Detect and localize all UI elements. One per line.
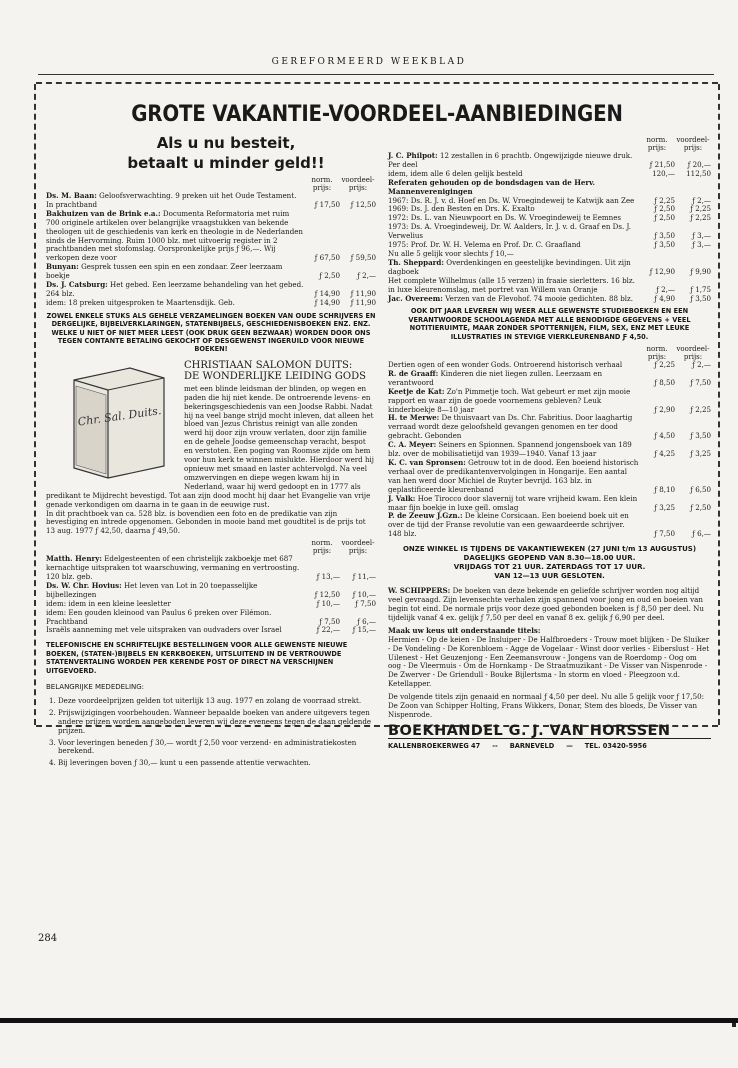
book-description: 1967: Ds. R. J. v. d. Hoef en Ds. W. Vroegindeweij te Katwijk aan Zee <box>388 195 635 205</box>
offer-price: ƒ 3,— <box>692 231 711 241</box>
offer-price: 112,50 <box>686 168 711 178</box>
book-author: Ds. W. Chr. Hovius: <box>46 580 122 590</box>
offer-price: ƒ 6,— <box>357 616 376 626</box>
book-author: Ds. J. Catsburg: <box>46 280 108 290</box>
book-item <box>388 259 711 277</box>
book-description: Dertien ogen of een wonder Gods. Ontroerend historisch verhaal <box>388 360 623 370</box>
book-description: Documenta Reformatoria met ruim 700 originele artikelen over belangrijke vraagstukken van bekende theologen uit de geschiedenis van kerk en theologie in de Nederlanden sinds de Hervorming. Ruim 1000 blz. met uitvoerig register in 2 prachtbanden met stofomslag. Oorspronkelijke prijs ƒ 96,—. Wij verkopen deze voor <box>46 208 303 263</box>
book-description: Kinderen die niet liegen zullen. Leerzaam en verantwoord <box>388 368 603 387</box>
normal-price: ƒ 7,50 <box>319 616 340 626</box>
offer-price: ƒ 20,— <box>687 159 711 169</box>
schippers-offer: W. SCHIPPERS: De boeken van deze bekende en geliefde schrijver worden nog altijd veel gevraagd. Zijn levensechte verhalen zijn spannend voor jong en oud en boeien van begin tot eind. De normale prijs voor deze goed gebonden boeken is ƒ 8,50 per deel. Nu tijdelijk vanaf 4 ex. gelijk ƒ 7,50 per deel en vanaf 8 ex. gelijk ƒ 6,90 per deel. <box>388 586 704 622</box>
subheadline-1: Als u nu besteit, <box>156 134 296 152</box>
book-description: Hoe Tirocco door slavernij tot ware vrijheid kwam. Een klein maar fijn boekje in luxe geïl. omslag <box>388 493 638 512</box>
offer-price: ƒ 2,25 <box>690 213 711 223</box>
book-author: H. te Merwe: <box>388 413 440 423</box>
normal-price: ƒ 8,50 <box>654 377 675 387</box>
normal-price: ƒ 67,50 <box>314 253 340 263</box>
book-description: Getrouw tot in de dood. Een boeiend historisch verhaal over de predikantenvervolgingen in Hongarije. Een aantal van hen werd door Michiel de Ruyter bevrijd. 163 blz. in geplastificeerde kleurenband <box>388 458 639 494</box>
notice-item: 3. Voor leveringen beneden ƒ 30,— wordt ƒ 2,50 voor verzend- en administratiekosten berekend. <box>58 739 376 757</box>
book-author: J. C. Philpot: <box>388 151 438 160</box>
offer-price: ƒ 11,90 <box>350 297 376 307</box>
book-author: K. C. van Spronsen: <box>388 458 466 467</box>
book-item <box>388 495 711 513</box>
normal-price: 120,— <box>652 168 675 178</box>
book-description: Israëls aanneming met vele uitspraken van oudvaders over Israel <box>46 625 282 635</box>
normal-price: ƒ 3,50 <box>654 231 675 241</box>
normal-price: ƒ 3,25 <box>654 502 675 512</box>
book-item <box>388 179 711 197</box>
choice-heading: Maak uw keus uit onderstaande titels: <box>388 625 541 635</box>
book-illustration <box>60 362 178 482</box>
book-author: Bakhuizen van de Brink e.a.: <box>46 208 161 218</box>
left-column <box>46 176 376 771</box>
price-header-4: norm. prijs: voordeel- prijs: <box>646 345 710 362</box>
book-description: Het complete Wilhelmus (alle 15 verzen) in fraaie sierletters. 16 blz. in luxe kleurenomslag, met portret van Willem van Oranje <box>388 275 635 294</box>
notice-item: 4. Bij leveringen boven ƒ 30,— kunt u een passende attentie verwachten. <box>58 759 376 768</box>
book-description: Geloofsverwachting. 9 preken uit het Oude Testament. In prachtband <box>46 191 297 209</box>
book-description: De thuisvaart van Ds. Chr. Fabritius. Door laaghartig verraad wordt deze geloofsheld gevangen genomen en ter dood gebracht. Gebonden <box>388 413 633 441</box>
book-item <box>46 281 376 299</box>
headline: GROTE VAKANTIE-VOORDEEL-AANBIEDINGEN <box>131 102 623 127</box>
book-description: idem: Een gouden kleinood van Paulus 6 preken over Filémon. Prachtband <box>46 607 272 626</box>
book-description: De kleine Corsicaan. Een boeiend boek uit en over de tijd der Franse revolutie van een gewaardeerde schrijver. 148 blz. <box>388 511 629 539</box>
book-item <box>388 441 711 459</box>
book-author: Th. Sheppard: <box>388 257 445 267</box>
book-description: Verzen van de Flevohof. 74 mooie gedichten. 88 blz. <box>445 293 634 303</box>
normal-price: ƒ 2,50 <box>319 271 340 281</box>
book-description: Het leven van Lot in 20 toepasselijke bijbellezingen <box>46 580 258 599</box>
book-description: Gesprek tussen een spin en een zondaar. Zeer leerzaam boekje <box>46 262 283 281</box>
book-description: Edelgesteenten of een christelijk zakboekje met 687 kernachtige uitspraken tot waarschuwing, vermaning en vertroosting. 120 blz. geb. <box>46 554 300 582</box>
duits-extra: In dit prachtboek van ca. 528 blz. is bovendien een foto en de predikatie van zijn bevestiging en intrede opgenomen. Gebonden in mooie band met goudtitel is de prijs tot 13 aug. 1977 ƒ 42,50, daarna ƒ 49,50. <box>46 508 366 536</box>
book-item <box>388 277 711 295</box>
offer-price: ƒ 11,90 <box>350 288 376 298</box>
book-item <box>46 210 376 263</box>
top-rule <box>38 74 714 75</box>
price-header: norm. prijs: voordeel- prijs: <box>311 176 375 192</box>
normal-price: ƒ 4,50 <box>654 431 675 441</box>
normal-price: ƒ 21,50 <box>649 159 675 169</box>
normal-price: ƒ 14,90 <box>314 297 340 307</box>
offer-price: ƒ 2,25 <box>690 204 711 214</box>
book-description: idem: idem in een kleine leesletter <box>46 598 171 608</box>
price-header-3: norm. prijs: voordeel- prijs: <box>646 136 710 152</box>
normal-price: ƒ 2,90 <box>654 404 675 414</box>
following-titles: De volgende titels zijn genaaid en normaal ƒ 4,50 per deel. Nu alle 5 gelijk voor ƒ 17,50: De Zoon van Schipper Holting, Frans Wikkers, Donar, Stem des bloeds, De Visser van Nispenrode. <box>388 692 704 719</box>
book-description: 1975: Prof. Dr. W. H. Velema en Prof. Dr. C. Graafland <box>388 240 581 250</box>
bottom-rule <box>0 1018 738 1023</box>
normal-price: ƒ 4,25 <box>654 449 675 459</box>
book-author: Matth. Henry: <box>46 554 102 564</box>
offer-price: ƒ 6,50 <box>690 484 711 494</box>
normal-price: ƒ 4,90 <box>654 293 675 303</box>
duits-title: CHRISTIAAN SALOMON DUITS: DE WONDERLIJKE LEIDING GODS <box>184 359 366 383</box>
right-column <box>388 136 711 751</box>
notice-heading: BELANGRIJKE MEDEDELING: <box>46 683 145 691</box>
book-item <box>46 555 376 582</box>
offer-price: ƒ 9,90 <box>690 266 711 276</box>
book-item <box>388 370 711 388</box>
book-item <box>46 263 376 281</box>
book-description: 12 zestallen in 6 prachtb. Ongewijzigde nieuwe druk. Per deel <box>388 151 633 169</box>
normal-price: ƒ 2,50 <box>654 213 675 223</box>
advertisement-box <box>36 82 718 768</box>
offer-price: ƒ 3,— <box>692 240 711 250</box>
page-number: 284 <box>38 933 58 944</box>
book-description: 1969: Ds. J. den Besten en Drs. K. Exalto <box>388 204 535 214</box>
normal-price: ƒ 14,90 <box>314 288 340 298</box>
book-author: J. Valk: <box>388 493 416 503</box>
book-author: P. de Zeeuw J.Gzn.: <box>388 511 463 521</box>
normal-price: ƒ 17,50 <box>314 199 340 209</box>
book-item <box>388 152 711 170</box>
edge-mark <box>732 1023 736 1027</box>
book-item <box>46 582 376 600</box>
book-item <box>388 388 711 415</box>
store-name: BOEKHANDEL G. J. VAN HORSSEN <box>388 722 671 739</box>
book-author: Bunyan: <box>46 262 79 272</box>
book-author: C. A. Meyer: <box>388 440 437 450</box>
book-list-2 <box>46 555 376 635</box>
offer-price: ƒ 10,— <box>352 589 376 599</box>
offer-price: ƒ 12,50 <box>350 199 376 209</box>
book-list-4 <box>388 361 711 539</box>
choice-titles: Hermien - Op de keien - De Insluiper - De Halfbroeders - Trouw moet blijken - De Sluiker - De Vondeling - De Korenbloem - Agge de Vogelaar - Winst door verlies - Eiberslust - Het Uilenest - Het Geuzenjong - Een Zeemansvrouw - Jongens van de Roerdomp - Oog om oog - De Vleermuis - Om de Hornkamp - De Straatmuzikant - De Visser van Nispenrode - De Zwerver - De Griendull - Bouke Bijlertsma - In storm en vloed - Pleegzoon v.d. Ketellapper. <box>388 634 710 689</box>
subheadline-2: betaalt u minder geld!! <box>127 154 325 172</box>
book-description: Overdenkingen en geestelijke bevindingen. Uit zijn dagboek <box>388 257 631 276</box>
book-item <box>388 459 711 495</box>
offer-price: ƒ 2,— <box>357 271 376 281</box>
masthead: GEREFORMEERD WEEKBLAD <box>271 57 467 67</box>
book-description: Seiners en Spionnen. Spannend jongensboek van 189 blz. over de mobilisatietijd van 1939—1940. Vanaf 13 jaar <box>388 440 632 459</box>
book-spine-text: Chr. Sal. Duits. <box>77 403 163 429</box>
offer-price: ƒ 2,50 <box>690 502 711 512</box>
offer-price: ƒ 11,— <box>352 572 376 582</box>
offer-price: ƒ 2,25 <box>690 404 711 414</box>
opening-hours: ONZE WINKEL IS TIJDENS DE VAKANTIEWEKEN (27 JUNI t/m 13 AUGUSTUS) DAGELIJKS GEOPEND VAN 8.30—18.00 UUR. VRIJDAGS TOT 21 UUR. ZATERDAGS TOT 17 UUR. VAN 12—13 UUR GESLOTEN. <box>402 545 697 581</box>
book-author: Jac. Overeem: <box>388 293 443 303</box>
offer-price: ƒ 2,— <box>692 360 711 370</box>
offer-price: ƒ 2,— <box>692 195 711 205</box>
normal-price: ƒ 12,50 <box>314 589 340 599</box>
offer-price: ƒ 1,75 <box>690 284 711 294</box>
book-list-3 <box>388 152 711 303</box>
book-item <box>46 626 376 635</box>
normal-price: ƒ 2,25 <box>654 195 675 205</box>
normal-price: ƒ 8,10 <box>654 484 675 494</box>
book-description: 1972: Ds. L. van Nieuwpoort en Ds. W. Vroegindeweij te Eemnes <box>388 213 622 223</box>
offer-price: ƒ 59,50 <box>350 253 376 263</box>
book-author: R. de Graaff: <box>388 368 439 378</box>
book-list <box>46 192 376 308</box>
normal-price: ƒ 2,50 <box>654 204 675 214</box>
book-item <box>46 192 376 210</box>
book-author: Referaten gehouden op de bondsdagen van de Herv. Mannenverenigingen <box>388 177 596 196</box>
book-author: Ds. M. Baan: <box>46 191 97 200</box>
duits-feature <box>46 360 376 536</box>
book-author: Keetje de Kat: <box>388 386 445 396</box>
notice-list <box>58 697 376 768</box>
telephone-notice: TELEFONISCHE EN SCHRIFTELIJKE BESTELLINGEN VOOR ALLE GEWENSTE NIEUWE BOEKEN, (STATEN-)BIJBELS EN KERKBOEKEN, UITSLUITEND IN DE VERTROUWDE STATENVERTALING WORDEN PER KERENDE POST OF DIRECT NA VERSCHIJNEN UITGEVOERD. <box>46 641 348 675</box>
notice-item: 1. Deze voordeelprijzen gelden tot uiterlijk 13 aug. 1977 en zolang de voorraad strekt. <box>58 697 376 706</box>
book-item <box>388 223 711 241</box>
school-notice: OOK DIT JAAR LEVEREN WIJ WEER ALLE GEWENSTE STUDIEBOEKEN EN EEN VERANTWOORDE SCHOOLAGENDA MET ALLE BENODIGDE GEGEVENS + VEEL NOTITIERUIMTE, MAAR ZONDER SPOTTERNIJEN, FILM, SEX, ENZ MET LEUKE ILLUSTRATIES IN STEVIGE VIERKLEURENBAND Ƒ 4,50. <box>408 307 691 341</box>
normal-price: ƒ 3,50 <box>654 240 675 250</box>
book-description: Het gebed. Een leerzame behandeling van het gebed. 264 blz. <box>46 280 304 298</box>
book-item <box>46 609 376 627</box>
book-item <box>388 295 711 304</box>
book-item <box>388 414 711 441</box>
offer-price: ƒ 3,50 <box>690 293 711 303</box>
normal-price: ƒ 2,25 <box>654 360 675 370</box>
duits-body: met een blinde leidsman der blinden, op wegen en paden die hij niet kende. De ontroerende levens- en bekeringsgeschiedenis van een Joodse Rabbi. Nadat hij na veel bange strijd mocht inleven, dat alleen het bloed van Jezus Christus reinigt van alle zonden werd hij door zijn vrouw verlaten, door zijn familie en de gehele Joodse gemeenschap veracht, bespot en verstoten. Een poging van Roomse zijde om hem voor hun kerk te winnen mislukte. Hierdoor werd hij opnieuw met smaad en laster achtervolgd. Na veel omzwervingen en diepe wegen kwam hij in Nederland, waar hij werd gedoopt en in 1777 als predikant te Mijdrecht bevestigd. Tot aan zijn dood mocht hij daar het Evangelie van vrije genade verkondigen om daarna in te gaan in de eeuwige rust. <box>46 383 374 509</box>
offer-price: ƒ 7,50 <box>690 377 711 387</box>
offer-price: ƒ 7,50 <box>355 598 376 608</box>
book-description: idem, idem alle 6 delen gelijk besteld <box>388 168 523 178</box>
offer-price: ƒ 3,50 <box>690 431 711 441</box>
normal-price: ƒ 10,— <box>316 598 340 608</box>
normal-price: ƒ 2,— <box>656 284 675 294</box>
store-address: KALLENBROEKERWEG 47 -- BARNEVELD — TEL. 03420-5956 <box>388 738 711 751</box>
normal-price: ƒ 7,50 <box>654 529 675 539</box>
buy-books-notice: ZOWEL ENKELE STUKS ALS GEHELE VERZAMELINGEN BOEKEN VAN OUDE SCHRIJVERS EN DERGELIJKE, BIJBELVERKLARINGEN, STATENBIJBELS, GESCHIEDENISBOEKEN ENZ. ENZ. WELKE U NIET OF NIET MEER LEEST (OOK DRUK GEEN BEZWAAR) WORDEN DOOR ONS TEGEN CONTANTE BETALING GEKOCHT OF DESGEWENST INGERUILD VOOR NIEUWE BOEKEN! <box>46 311 376 354</box>
book-description: Nu alle 5 gelijk voor slechts ƒ 10,— <box>388 248 514 258</box>
offer-price: ƒ 6,— <box>692 529 711 539</box>
offer-price: ƒ 3,25 <box>690 449 711 459</box>
book-description: Zo'n Pimmetje toch. Wat gebeurt er met zijn mooie rapport en waar zijn de goede voornemens gebleven? Leuk kinderboekje 8—10 jaar <box>388 386 631 414</box>
normal-price: ƒ 12,90 <box>649 266 675 276</box>
price-header-2: norm. prijs: voordeel- prijs: <box>311 539 375 556</box>
book-item <box>388 512 711 539</box>
normal-price: ƒ 13,— <box>316 572 340 582</box>
offer-price: ƒ 15,— <box>352 625 376 635</box>
book-item <box>46 299 376 308</box>
normal-price: ƒ 22,— <box>316 625 340 635</box>
book-description: idem: 18 preken uitgesproken te Maartensdijk. Geb. <box>46 297 235 307</box>
book-description: 1973: Ds. A. Vroegindeweij, Dr. W. Aalders, Ir. J. v. d. Graaf en Ds. J. Verwelius <box>388 222 632 241</box>
notice-item: 2. Prijswijzigingen voorbehouden. Wanneer bepaalde boeken van andere uitgevers tegen andere prijzen worden aangeboden leveren wij deze eveneens tegen de daan geldende prijzen. <box>58 709 376 736</box>
